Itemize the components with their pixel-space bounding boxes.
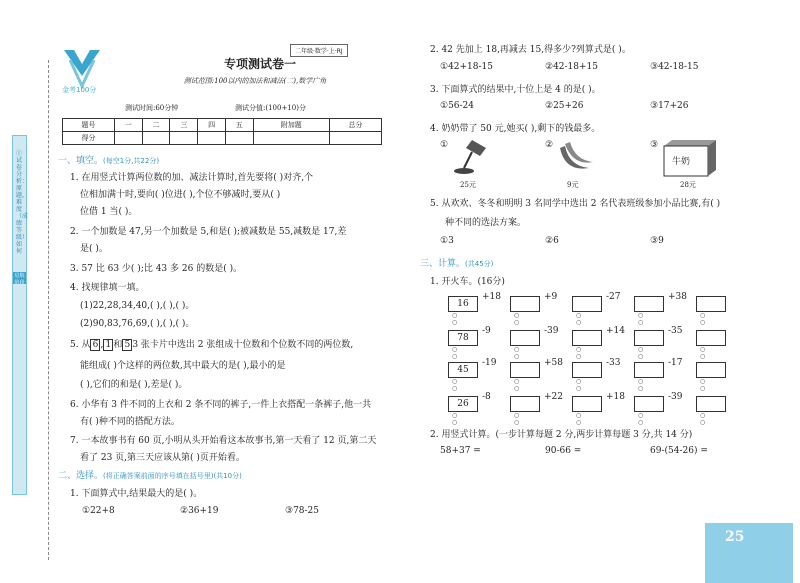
question-2: 2. 一个加数是 47,另一个加数是 5,和是( );被减数是 55,减数是 17,差 [70, 227, 347, 237]
question-2-line2: 是( )。 [80, 244, 108, 254]
train-car [510, 330, 540, 346]
choice-1-opt-c: ③78-25 [285, 506, 320, 516]
question-4a: (1)22,28,34,40,( ),( ),( )。 [80, 301, 195, 311]
train-car [572, 396, 602, 412]
calc-item-1: 58+37 = [440, 446, 481, 456]
choice-1-opt-a: ①22+8 [82, 506, 115, 516]
choice-4: 4. 奶奶带了 50 元,她买( ),剩下的钱最多。 [430, 124, 601, 134]
train-op: +18 [482, 292, 501, 302]
choice-2: 2. 42 先加上 18,再减去 15,得多少?列算式是( )。 [430, 45, 631, 55]
train-car [634, 330, 664, 346]
train-op: -9 [482, 326, 491, 336]
wheel-icon: ○ ○ [638, 378, 644, 392]
question-7: 7. 一本故事书有 60 页,小明从头开始看这本故事书,第一天看了 12 页,第二天 [70, 436, 377, 446]
wheel-icon: ○ ○ [576, 378, 582, 392]
train-car [510, 362, 540, 378]
train-car: 45 [448, 362, 478, 378]
wheel-icon: ○ ○ [576, 412, 582, 426]
question-6-line2: 有( )种不同的搭配方法。 [80, 417, 180, 427]
train-op: -17 [668, 358, 683, 368]
train-op: +58 [544, 358, 563, 368]
wheel-icon: ○ ○ [700, 346, 706, 360]
sidebar-notice: ①试卷分析：原题，难度（成绩等级）如何 [16, 150, 29, 255]
choice-3: 3. 下面算式的结果中,十位上是 4 的是( )。 [430, 85, 601, 95]
choice-5-opt-c: ③9 [650, 236, 664, 246]
train-car: 26 [448, 396, 478, 412]
train-op: -39 [668, 392, 683, 402]
question-1: 1. 在用竖式计算两位数的加、减法计算时,首先要将( )对齐,个 [70, 173, 314, 183]
choice-3-opt-a: ①56-24 [440, 101, 475, 111]
section-3-title: 三、计算。(共45分) [420, 259, 494, 269]
section-1-title: 一、填空。(每空1分,共22分) [58, 156, 160, 166]
choice-2-opt-c: ③42-18-15 [650, 62, 699, 72]
train-car [510, 296, 540, 312]
choice-5-opt-b: ②6 [545, 236, 559, 246]
wheel-icon: ○ ○ [700, 412, 706, 426]
question-1-line3: 位借 1 当( )。 [80, 207, 138, 217]
wheel-icon: ○ ○ [638, 412, 644, 426]
wheel-icon: ○ ○ [514, 312, 520, 326]
train-op: +38 [668, 292, 687, 302]
choice-1-opt-b: ②36+19 [180, 506, 219, 516]
train-car [696, 396, 726, 412]
train-op: -27 [606, 292, 621, 302]
question-5-line2: 能组成( )个这样的两位数,其中最大的是( ),最小的是 [80, 361, 286, 371]
section-2-title: 二、选择。(将正确答案前面的序号填在括号里)(共10分) [58, 471, 242, 481]
train-op: +18 [606, 392, 625, 402]
sidebar-label: 启航阶段 [14, 273, 25, 286]
question-4: 4. 找规律填一填。 [70, 283, 145, 293]
wheel-icon: ○ ○ [514, 346, 520, 360]
wheel-icon: ○ ○ [700, 312, 706, 326]
train-car [696, 296, 726, 312]
lamp-icon [450, 138, 490, 176]
train-op: +22 [544, 392, 563, 402]
train-op: -19 [482, 358, 497, 368]
question-4b: (2)90,83,76,69,( ),( ),( )。 [80, 319, 195, 329]
train-car: 78 [448, 330, 478, 346]
question-5-line3: ( ),它们的和是( ),差是( )。 [80, 380, 188, 390]
train-op: -35 [668, 326, 683, 336]
calc-item-3: 69-(54-26) = [650, 446, 708, 456]
vertical-calc-title: 2. 用竖式计算。(一步计算每题 2 分,两步计算每题 3 分,共 14 分) [430, 430, 693, 440]
train-car [696, 362, 726, 378]
train-car [696, 330, 726, 346]
choice-5-opt-a: ①3 [440, 236, 454, 246]
svg-text:牛奶: 牛奶 [672, 157, 691, 167]
wheel-icon: ○ ○ [452, 312, 458, 326]
choice-2-opt-a: ①42+18-15 [440, 62, 494, 72]
wheel-icon: ○ ○ [452, 412, 458, 426]
choice-1: 1. 下面算式中,结果最大的是( )。 [70, 489, 203, 499]
question-5: 5. 从 6 , 1 和 5 3 张卡片中选出 2 张组成十位数和个位数不同的两位数, [70, 340, 354, 350]
wheel-icon: ○ ○ [514, 378, 520, 392]
train-car: 16 [448, 296, 478, 312]
wheel-icon: ○ ○ [700, 378, 706, 392]
train-car [572, 362, 602, 378]
logo-icon [60, 46, 104, 94]
wheel-icon: ○ ○ [576, 346, 582, 360]
test-range: 测试范围:100以内的加法和减法(二),数学广角 [183, 77, 327, 85]
test-score: 测试分值:(100+10)分 [235, 104, 306, 112]
choice-3-opt-c: ③17+26 [650, 101, 689, 111]
wheel-icon: ○ ○ [452, 346, 458, 360]
train-title: 1. 开火车。(16分) [430, 277, 505, 287]
wheel-icon: ○ ○ [638, 312, 644, 326]
question-6: 6. 小华有 3 件不同的上衣和 2 条不同的裤子,一件上衣搭配一条裤子,他一共 [70, 400, 372, 410]
train-op: +14 [606, 326, 625, 336]
banana-icon [555, 138, 595, 176]
train-op: +9 [544, 292, 558, 302]
page-number: 25 [705, 523, 793, 583]
question-1-line2: 位相加满十时,要向( )位进( ),个位不够减时,要从( ) [80, 190, 281, 200]
page-title: 专项测试卷一 [223, 57, 296, 71]
choice-5: 5. 从欢欢、冬冬和明明 3 名同学中选出 2 名代表班级参加小品比赛,有( ) [430, 199, 721, 209]
choice-2-opt-b: ②42-18+15 [545, 62, 599, 72]
question-3: 3. 57 比 63 少( );比 43 多 26 的数是( )。 [70, 264, 243, 274]
question-7-line2: 看了 23 页,第三天应该从第( )页开始看。 [80, 453, 245, 463]
train-car [572, 296, 602, 312]
binding-line [48, 60, 49, 560]
score-table: 题号 一 二 三 四 五 附加题 总分 得分 [62, 118, 382, 145]
svg-text:金考100分: 金考100分 [62, 86, 97, 94]
choice-5-line2: 种不同的选法方案。 [445, 218, 527, 228]
train-car [634, 296, 664, 312]
grade-badge: 二年级·数学·上·RJ [290, 44, 348, 57]
train-op: -39 [544, 326, 559, 336]
wheel-icon: ○ ○ [452, 378, 458, 392]
wheel-icon: ○ ○ [638, 346, 644, 360]
test-time: 测试时间:60分钟 [125, 104, 179, 112]
calc-item-2: 90-66 = [545, 446, 582, 456]
train-car [634, 362, 664, 378]
train-op: -33 [606, 358, 621, 368]
choice-3-opt-b: ②25+26 [545, 101, 584, 111]
milk-box-icon [662, 138, 718, 178]
train-car [572, 330, 602, 346]
train-op: -8 [482, 392, 491, 402]
wheel-icon: ○ ○ [514, 412, 520, 426]
train-car [634, 396, 664, 412]
wheel-icon: ○ ○ [576, 312, 582, 326]
train-car [510, 396, 540, 412]
